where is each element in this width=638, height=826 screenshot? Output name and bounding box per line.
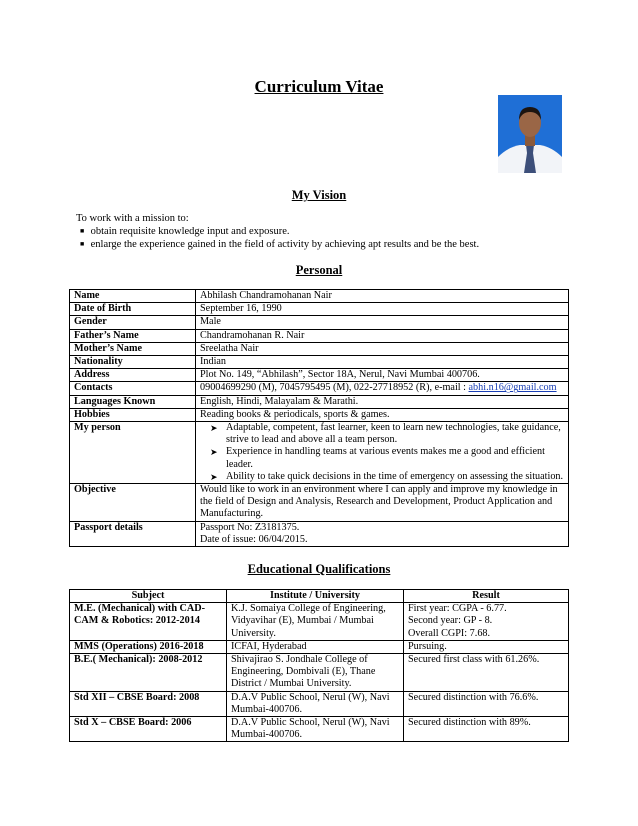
- row-value: Reading books & periodicals, sports & games.: [196, 408, 569, 421]
- result-cell: Secured first class with 61.26%.: [404, 654, 569, 692]
- table-row: [70, 603, 569, 641]
- personal-traits-list: [200, 422, 564, 483]
- table-row: [70, 382, 569, 395]
- passport-number: Passport No: Z3181375.: [200, 521, 300, 533]
- row-label: Mother’s Name: [70, 342, 196, 355]
- row-value: English, Hindi, Malayalam & Marathi.: [196, 395, 569, 408]
- row-label: Date of Birth: [70, 303, 196, 316]
- row-value: Abhilash Chandramohanan Nair: [196, 290, 569, 303]
- table-row: [70, 654, 569, 692]
- subject-cell: Std XII – CBSE Board: 2008: [70, 691, 227, 716]
- vision-list: [80, 225, 479, 250]
- contacts-text: 09004699290 (M), 7045795495 (M), 022-27718952 (R), e-mail :: [200, 382, 469, 394]
- table-row: [70, 290, 569, 303]
- row-value: Plot No. 149, “Abhilash”, Sector 18A, Nerul, Navi Mumbai 400706.: [196, 369, 569, 382]
- passport-issue-date: Date of issue: 06/04/2015.: [200, 533, 308, 545]
- profile-photo: [498, 95, 562, 173]
- table-row: [70, 717, 569, 742]
- table-row: [70, 356, 569, 369]
- result-cell: Secured distinction with 76.6%.: [404, 691, 569, 716]
- institute-cell: ICFAI, Hyderabad: [227, 640, 404, 653]
- row-value: Chandramohanan R. Nair: [196, 329, 569, 342]
- list-item: ■ obtain requisite knowledge input and exposure.: [80, 226, 290, 237]
- subject-cell: B.E.( Mechanical): 2008-2012: [70, 654, 227, 692]
- table-row: [70, 395, 569, 408]
- institute-cell: D.A.V Public School, Nerul (W), Navi Mumbai-400706.: [227, 691, 404, 716]
- subject-cell: MMS (Operations) 2016-2018: [70, 640, 227, 653]
- row-value: Sreelatha Nair: [196, 342, 569, 355]
- row-value: [196, 521, 569, 546]
- profile-photo-image: [498, 95, 562, 173]
- square-bullet-icon: ■: [80, 239, 85, 248]
- education-table: [69, 589, 569, 742]
- vision-intro: To work with a mission to:: [76, 213, 189, 224]
- row-value: September 16, 1990: [196, 303, 569, 316]
- result-cell: Secured distinction with 89%.: [404, 717, 569, 742]
- row-label: Contacts: [70, 382, 196, 395]
- table-row: [70, 691, 569, 716]
- result-cell: Pursuing.: [404, 640, 569, 653]
- table-row: [70, 422, 569, 484]
- institute-cell: Shivajirao S. Jondhale College of Engineering, Dombivali (E), Thane District / Mumbai University.: [227, 654, 404, 692]
- table-row: [70, 484, 569, 522]
- row-value: [196, 382, 569, 395]
- row-value: [196, 422, 569, 484]
- column-header-result: Result: [404, 590, 569, 603]
- list-item: ➤ Adaptable, competent, fast learner, keen to learn new technologies, take guidance, strive to lead and above all a team person.: [210, 422, 561, 446]
- table-row: [70, 521, 569, 546]
- email-link[interactable]: abhi.n16@gmail.com: [468, 382, 557, 394]
- list-item: ➤ Ability to take quick decisions in the time of emergency on assessing the situation.: [210, 470, 564, 482]
- list-item: ■ enlarge the experience gained in the field of activity by achieving apt results and be the best.: [80, 238, 480, 250]
- subject-cell: Std X – CBSE Board: 2006: [70, 717, 227, 742]
- arrow-bullet-icon: ➤: [210, 447, 218, 458]
- row-label: Passport details: [70, 521, 196, 546]
- arrow-bullet-icon: ➤: [210, 471, 218, 482]
- personal-heading: Personal: [295, 263, 343, 277]
- column-header-subject: Subject: [70, 590, 227, 603]
- row-value: Indian: [196, 356, 569, 369]
- row-label: Father’s Name: [70, 329, 196, 342]
- table-row: [70, 329, 569, 342]
- list-item: ➤ Experience in handling teams at various events makes me a good and efficient leader.: [210, 446, 545, 470]
- row-value: Male: [196, 316, 569, 329]
- row-label: Hobbies: [70, 408, 196, 421]
- square-bullet-icon: ■: [80, 227, 85, 235]
- table-row: [70, 303, 569, 316]
- row-label: Name: [70, 290, 196, 303]
- row-label: Address: [70, 369, 196, 382]
- table-row: [70, 342, 569, 355]
- vision-heading: My Vision: [291, 188, 347, 202]
- row-label: Gender: [70, 316, 196, 329]
- row-label: Objective: [70, 484, 196, 522]
- personal-table: [69, 289, 569, 547]
- row-label: Nationality: [70, 356, 196, 369]
- arrow-bullet-icon: ➤: [210, 423, 218, 434]
- result-cell: First year: CGPA - 6.77. Second year: GP - 8. Overall CGPI: 7.68.: [404, 603, 569, 641]
- row-label: Languages Known: [70, 395, 196, 408]
- row-label: My person: [70, 422, 196, 484]
- table-row: [70, 369, 569, 382]
- table-row: [70, 316, 569, 329]
- table-row: [70, 640, 569, 653]
- row-value: Would like to work in an environment where I can apply and improve my knowledge in the field of Design and Analysis, Research and Development, Product Application and Manufacturing.: [196, 484, 569, 522]
- table-header-row: [70, 590, 569, 603]
- institute-cell: K.J. Somaiya College of Engineering, Vidyavihar (E), Mumbai / Mumbai University.: [227, 603, 404, 641]
- document-title: Curriculum Vitae: [254, 77, 384, 96]
- table-row: [70, 408, 569, 421]
- education-heading: Educational Qualifications: [247, 562, 391, 576]
- subject-cell: M.E. (Mechanical) with CAD-CAM & Robotics: 2012-2014: [70, 603, 227, 641]
- institute-cell: D.A.V Public School, Nerul (W), Navi Mumbai-400706.: [227, 717, 404, 742]
- column-header-institute: Institute / University: [227, 590, 404, 603]
